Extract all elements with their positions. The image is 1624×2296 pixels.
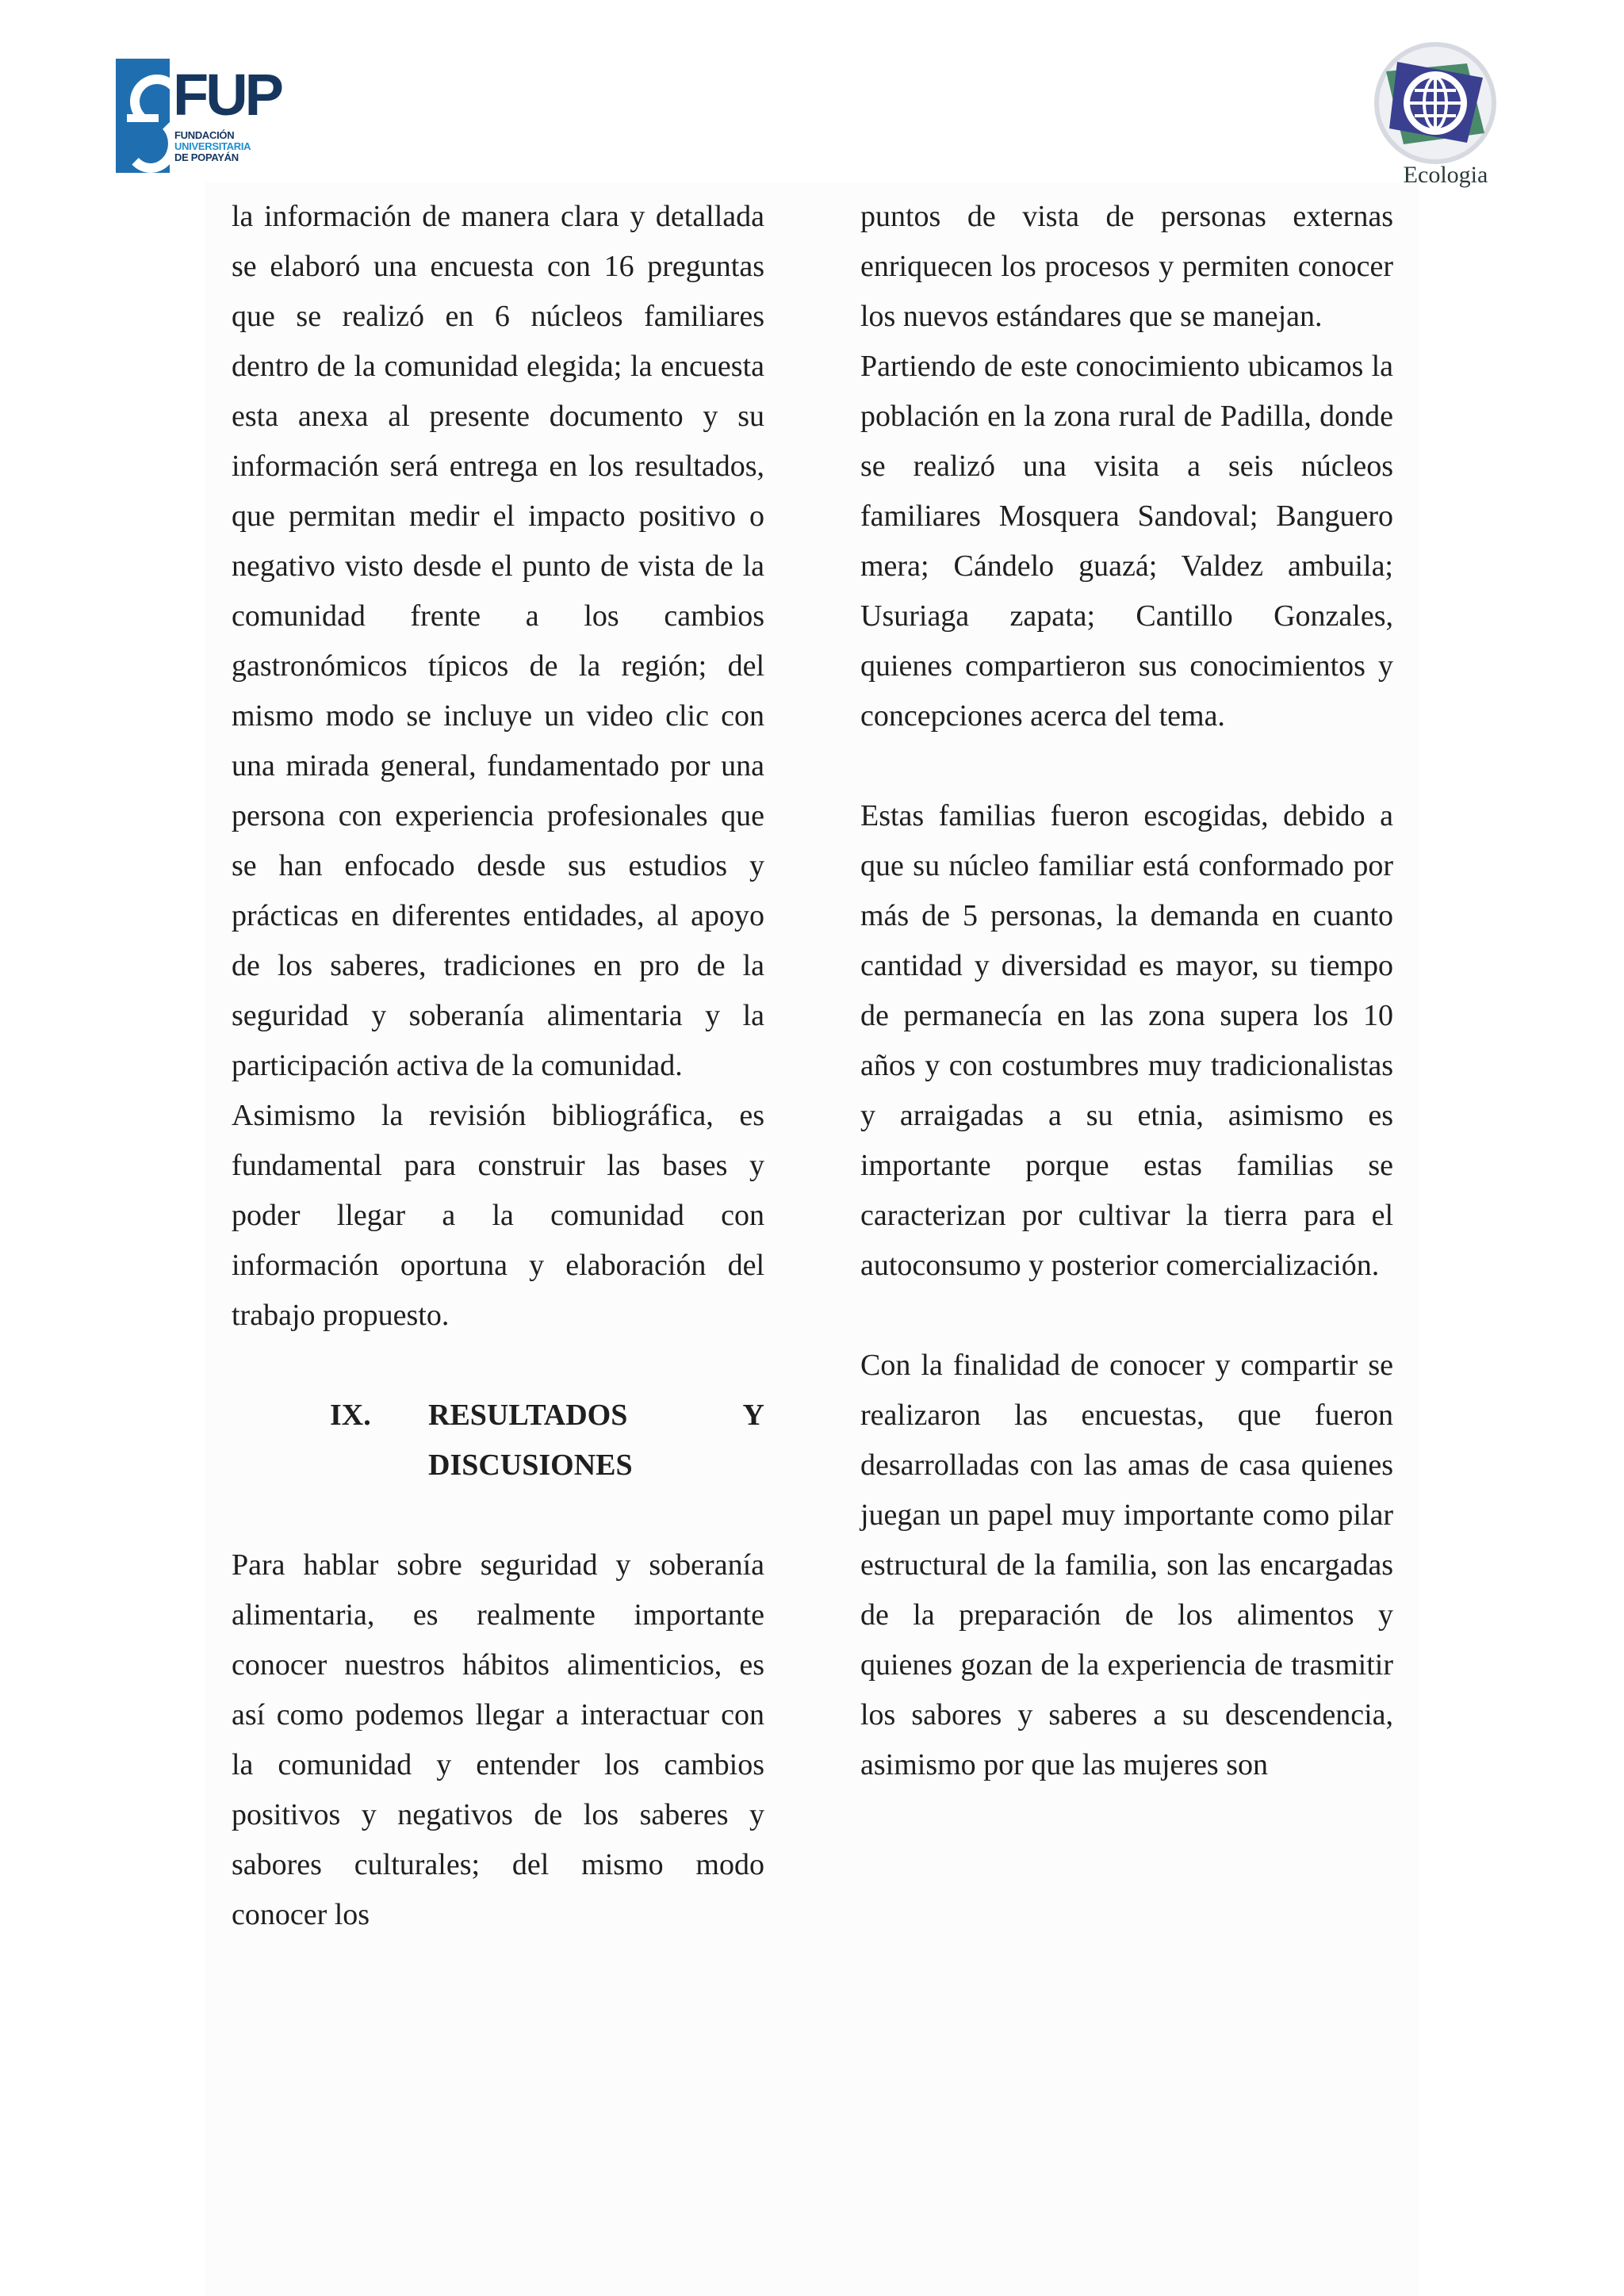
fup-line-2: UNIVERSITARIA (174, 140, 251, 152)
section-title-line-2: DISCUSIONES (428, 1448, 633, 1482)
globe-icon (1348, 40, 1522, 166)
right-paragraph-3: Estas familias fueron escogidas, debido a que su núcleo familiar está conformado por más de 5 personas, la demanda en cuanto cantidad y diversidad es mayor, su tiempo de permanecía en las zona supera los 10 años y con costumbres muy tradicionalistas y arraigadas a su etnia, asimismo es importante porque estas familias se caracterizan por cultivar la tierra para el autoconsumo y posterior comercialización. (860, 799, 1393, 1282)
right-column (860, 192, 1393, 1790)
fup-emblem-icon (116, 59, 170, 173)
left-paragraph-3: Para hablar sobre seguridad y soberanía alimentaria, es realmente importante conocer nuestros hábitos alimenticios, es así como podemos llegar a interactuar con la comunidad y entender los cambios positivos y negativos de los saberes y sabores culturales; del mismo modo conocer los (232, 1548, 764, 1931)
section-title-word-1: RESULTADOS (428, 1399, 628, 1432)
right-paragraph-4: Con la finalidad de conocer y compartir se realizaron las encuestas, que fueron desarrolladas con las amas de casa quienes juegan un papel muy importante como pilar estructural de la familia, son las encargadas de la preparación de los alimentos y quienes gozan de la experiencia de trasmitir los sabores y saberes a su descendencia, asimismo por que las mujeres son (860, 1349, 1393, 1781)
fup-logo-subtitle (174, 130, 263, 163)
fup-line-3: DE POPAYÁN (174, 151, 239, 163)
section-number: IX. (330, 1399, 371, 1432)
fup-line-1: FUNDACIÓN (174, 129, 235, 141)
right-paragraph-2: Partiendo de este conocimiento ubicamos la población en la zona rural de Padilla, donde se realizó una visita a seis núcleos familiares Mosquera Sandoval; Banguero mera; Cándelo guazá; Valdez ambuila; Usuriaga zapata; Cantillo Gonzales, quienes compartieron sus conocimientos y concepciones acerca del tema. (860, 350, 1393, 733)
section-title-word-2: Y (742, 1399, 764, 1432)
section-heading (232, 1391, 764, 1490)
ecologia-label: Ecologia (1403, 162, 1488, 188)
left-column (232, 192, 764, 1940)
fup-logo (116, 59, 281, 173)
fup-logo-letters: FUP (173, 62, 281, 128)
ecologia-logo (1348, 40, 1522, 190)
left-paragraph-2: Asimismo la revisión bibliográfica, es fundamental para construir las bases y poder llegar a la comunidad con información oportuna y elaboración del trabajo propuesto. (232, 1099, 764, 1332)
right-paragraph-1: puntos de vista de personas externas enriquecen los procesos y permiten conocer los nuevos estándares que se manejan. (860, 200, 1393, 333)
section-title-line-1 (428, 1391, 764, 1441)
left-paragraph-1: la información de manera clara y detallada se elaboró una encuesta con 16 preguntas que se realizó en 6 núcleos familiares dentro de la comunidad elegida; la encuesta esta anexa al presente documento y su información será entrega en los resultados, que permitan medir el impacto positivo o negativo visto desde el punto de vista de la comunidad frente a los cambios gastronómicos típicos de la región; del mismo modo se incluye un video clic con una mirada general, fundamentado por una persona con experiencia profesionales que se han enfocado desde sus estudios y prácticas en diferentes entidades, al apoyo de los saberes, tradiciones en pro de la seguridad y soberanía alimentaria y la participación activa de la comunidad. (232, 200, 764, 1082)
